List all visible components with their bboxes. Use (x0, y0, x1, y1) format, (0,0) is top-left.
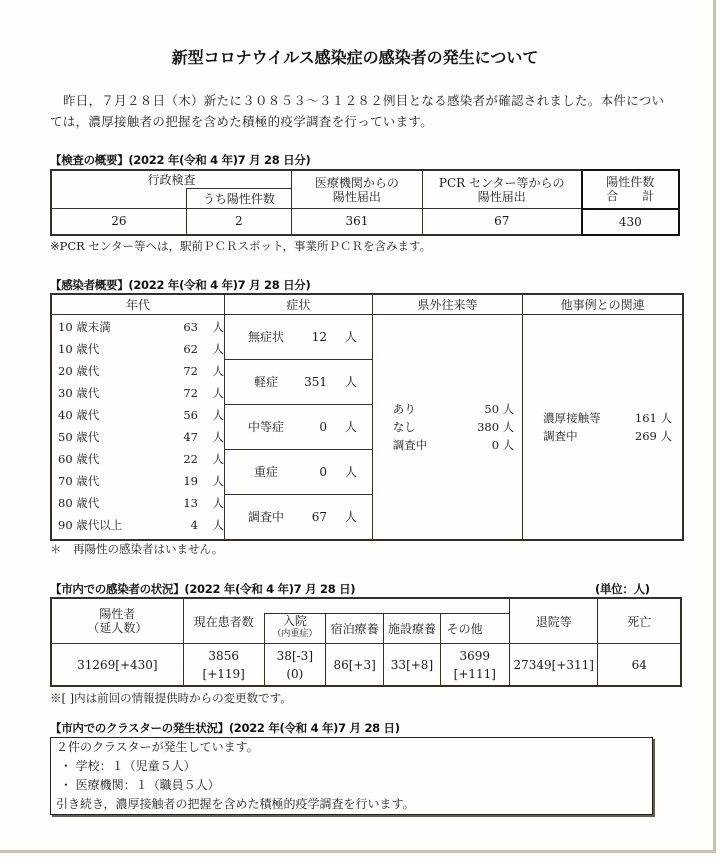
age-label: 10 歳未満 (58, 319, 111, 334)
travel-row (393, 436, 514, 454)
age-unit: 人 (212, 495, 224, 510)
age-list (51, 314, 225, 540)
header-medical-line1: 医療機関からの (314, 175, 399, 190)
page-title: 新型コロナウイルス感染症の感染者の発生について (171, 48, 539, 67)
value-current (183, 644, 264, 686)
value-admin: 26 (51, 209, 186, 235)
header-symptom: 症状 (225, 294, 373, 314)
testing-note: ※PCR センター等へは，駅前ＰＣＲスポット，事業所ＰＣＲを含みます。 (50, 239, 432, 253)
age-row (52, 470, 224, 492)
header-hospital-sub: （内重症） (272, 629, 318, 640)
value-admin-positive: 2 (186, 209, 291, 235)
header-admin-positive: うち陽性件数 (186, 189, 291, 209)
age-count: 72 (183, 385, 198, 400)
age-count: 19 (183, 473, 198, 488)
age-unit: 人 (212, 319, 224, 334)
symptom-row (225, 450, 372, 495)
age-row (52, 316, 224, 338)
value-other-line1: 3699 (459, 648, 491, 663)
symptom-row (225, 405, 372, 450)
value-hospital-line1: 38[-3] (276, 648, 313, 663)
age-unit: 人 (212, 517, 224, 532)
header-admin-test: 行政検査 (51, 170, 291, 189)
symptom-label: 中等症 (247, 420, 284, 434)
symptom-unit: 人 (344, 465, 357, 479)
age-count: 72 (183, 363, 198, 378)
cluster-box (50, 737, 653, 815)
age-row (52, 360, 224, 382)
symptom-label: 軽症 (253, 375, 278, 389)
value-discharged: 27349[+311] (510, 644, 598, 686)
header-pcr-line1: PCR センター等からの (438, 175, 565, 190)
value-facility: 33[+8] (384, 644, 440, 686)
symptom-label: 重症 (253, 465, 278, 479)
value-other (440, 644, 509, 686)
symptom-list (225, 314, 373, 540)
header-medical-line2: 陽性届出 (332, 189, 381, 204)
value-current-line1: 3856 (208, 648, 239, 663)
symptom-count: 0 (319, 464, 327, 479)
header-positive-line1: 陽性者 (99, 607, 136, 621)
city-unit: (単位：人) (595, 582, 650, 596)
age-row (52, 338, 224, 360)
cluster-line: 引き続き，濃厚接触者の把握を含めた積極的疫学調査を行います。 (56, 797, 415, 811)
symptom-row (225, 495, 372, 539)
cluster-line: ２件のクラスターが発生しています。 (56, 740, 259, 754)
value-death: 64 (598, 644, 681, 686)
age-row (52, 426, 224, 448)
symptom-unit: 人 (344, 420, 357, 434)
age-row (52, 448, 224, 470)
value-pcr: 67 (422, 209, 581, 235)
age-unit: 人 (212, 385, 224, 400)
age-row (52, 514, 224, 536)
age-count: 13 (183, 495, 198, 510)
travel-label: 調査中 (392, 437, 428, 452)
age-unit: 人 (212, 407, 224, 422)
age-count: 4 (190, 517, 198, 532)
age-unit: 人 (212, 473, 224, 488)
symptom-count: 0 (319, 419, 327, 434)
travel-count: 380 人 (477, 419, 515, 434)
intro-paragraph: 昨日，７月２８日（木）新たに３０８５３～３１２８２例目となる感染者が確認されました。本件については，濃厚接触者の把握を含めた積極的疫学調査を行っています。 (50, 93, 665, 129)
symptom-unit: 人 (344, 375, 357, 389)
age-unit: 人 (212, 363, 224, 378)
cluster-line: ・ 学校：１（児童５人） (56, 759, 196, 773)
header-age: 年代 (51, 294, 225, 314)
header-facility: 施設療養 (384, 613, 440, 643)
age-count: 62 (183, 341, 198, 356)
age-label: 10 歳代 (58, 341, 100, 356)
relation-row (543, 427, 672, 445)
age-label: 80 歳代 (58, 495, 100, 510)
overview-note: ＊ 再陽性の感染者はいません。 (50, 542, 224, 556)
age-row (52, 382, 224, 404)
relation-label: 濃厚接触等 (543, 410, 601, 425)
header-relation: 他事例との関連 (523, 294, 683, 314)
testing-table (50, 169, 680, 236)
header-hospital (264, 613, 325, 643)
header-discharged: 退院等 (510, 598, 598, 644)
relation-list (523, 314, 683, 540)
travel-list (372, 314, 522, 540)
symptom-label: 調査中 (247, 510, 284, 524)
testing-heading: 【検査の概要】(2022 年(令和 4 年)7 月 28 日分) (50, 153, 311, 167)
travel-count: 50 人 (484, 401, 515, 416)
travel-count: 0 人 (491, 437, 515, 452)
header-hotel: 宿泊療養 (326, 613, 384, 643)
age-unit: 人 (212, 451, 224, 466)
page-border-bottom (0, 850, 716, 853)
symptom-count: 351 (304, 374, 327, 389)
overview-heading: 【感染者概要】(2022 年(令和 4 年)7 月 28 日分) (50, 278, 311, 292)
header-travel: 県外往来等 (372, 294, 522, 314)
age-label: 90 歳代以上 (58, 517, 123, 532)
age-row (52, 492, 224, 514)
age-unit: 人 (212, 429, 224, 444)
header-hospital-line1: 入院 (282, 614, 307, 629)
symptom-row (225, 360, 372, 405)
relation-row (543, 409, 672, 427)
value-current-line2: [+119] (202, 666, 245, 681)
value-hospital-line2: (0) (286, 666, 304, 681)
header-total-line1: 陽性件数 (606, 175, 655, 190)
header-pcr-line2: 陽性届出 (477, 189, 526, 204)
relation-count: 161 人 (634, 410, 672, 425)
city-table (50, 597, 682, 687)
header-total-line2: 合 計 (606, 189, 655, 204)
age-count: 22 (183, 451, 198, 466)
symptom-count: 67 (311, 509, 327, 524)
age-label: 50 歳代 (58, 429, 100, 444)
header-total (582, 170, 679, 209)
header-current (183, 598, 264, 613)
value-hotel: 86[+3] (326, 644, 384, 686)
age-count: 63 (183, 319, 198, 334)
header-pcr (422, 170, 581, 209)
value-positive: 31269[+430] (51, 644, 183, 686)
age-label: 60 歳代 (58, 451, 100, 466)
travel-label: あり (392, 401, 416, 416)
travel-row (393, 400, 514, 418)
symptom-unit: 人 (344, 510, 357, 524)
page-border-right (713, 0, 716, 852)
value-total: 430 (582, 209, 679, 235)
age-count: 47 (183, 429, 198, 444)
cluster-line: ・ 医療機関：１（職員５人） (56, 778, 220, 792)
age-unit: 人 (212, 341, 224, 356)
symptom-row (225, 315, 372, 360)
travel-row (393, 418, 514, 436)
header-medical (291, 170, 422, 209)
header-positive-line2: （延人数） (87, 621, 148, 635)
age-label: 20 歳代 (58, 363, 100, 378)
symptom-unit: 人 (344, 330, 357, 344)
city-heading: 【市内での感染者の状況】(2022 年(令和 4 年)7 月 28 日) (50, 582, 356, 596)
header-death: 死亡 (598, 598, 681, 644)
symptom-label: 無症状 (247, 330, 284, 344)
age-count: 56 (183, 407, 198, 422)
header-positive (51, 598, 183, 644)
value-medical: 361 (291, 209, 422, 235)
age-label: 70 歳代 (58, 473, 100, 488)
travel-label: なし (392, 419, 416, 434)
value-hospital (264, 644, 325, 686)
age-label: 30 歳代 (58, 385, 100, 400)
age-row (52, 404, 224, 426)
header-current-label: 現在患者数 (183, 613, 264, 643)
header-other: その他 (440, 613, 509, 643)
city-note: ※[ ]内は前回の情報提供時からの変更数です。 (50, 691, 292, 705)
value-other-line2: [+111] (453, 666, 496, 681)
cluster-heading: 【市内でのクラスターの発生状況】(2022 年(令和 4 年)7 月 28 日) (50, 721, 400, 735)
relation-count: 269 人 (634, 428, 672, 443)
relation-label: 調査中 (543, 428, 578, 443)
symptom-count: 12 (311, 329, 327, 344)
age-label: 40 歳代 (58, 407, 100, 422)
overview-table (50, 293, 684, 541)
